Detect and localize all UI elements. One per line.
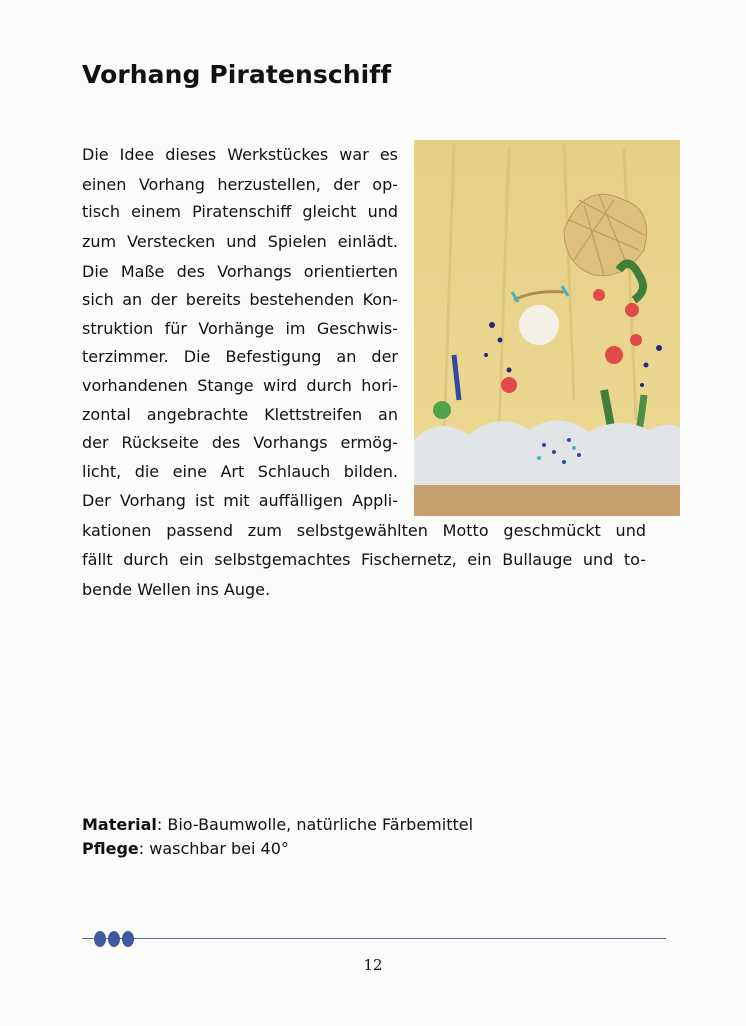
body-line: sich an der bereits bestehenden Kon- [82, 290, 398, 309]
footer-dots-ornament [92, 930, 136, 948]
care-label: Pflege [82, 839, 139, 858]
body-line: struktion für Vorhänge im Geschwis- [82, 319, 398, 338]
body-line: tisch einem Piratenschiff gleicht und [82, 202, 398, 221]
body-line: Der Vorhang ist mit auffälligen Appli- [82, 491, 398, 510]
care-value: : waschbar bei 40° [138, 839, 289, 858]
material-label: Material [82, 815, 157, 834]
body-line: bende Wellen ins Auge. [82, 580, 271, 599]
footer-rule [82, 938, 666, 939]
care-line [82, 839, 289, 859]
body-line: Die Idee dieses Werkstückes war es [82, 145, 398, 164]
page-number: 12 [363, 956, 383, 974]
body-line: zontal angebrachte Klettstreifen an [82, 405, 398, 424]
page-title: Vorhang Piratenschiff [82, 60, 392, 89]
body-line: vorhandenen Stange wird durch hori- [82, 376, 398, 395]
body-line: der Rückseite des Vorhangs ermög- [82, 433, 398, 452]
body-line: einen Vorhang herzustellen, der op- [82, 175, 398, 194]
curtain-photo [414, 140, 680, 516]
material-value: : Bio-Baumwolle, natürliche Färbemittel [156, 815, 474, 834]
body-line: zum Verstecken und Spielen einlädt. [82, 232, 398, 251]
body-line: licht, die eine Art Schlauch bilden. [82, 462, 398, 481]
body-line: Die Maße des Vorhangs orientierten [82, 262, 398, 281]
porthole [519, 305, 559, 345]
body-line: terzimmer. Die Befestigung an der [82, 347, 398, 366]
body-line: kationen passend zum selbstgewählten Motto geschmückt und [82, 521, 646, 540]
material-line [82, 815, 473, 835]
body-line: fällt durch ein selbstgemachtes Fischernetz, ein Bullauge und to- [82, 550, 646, 569]
